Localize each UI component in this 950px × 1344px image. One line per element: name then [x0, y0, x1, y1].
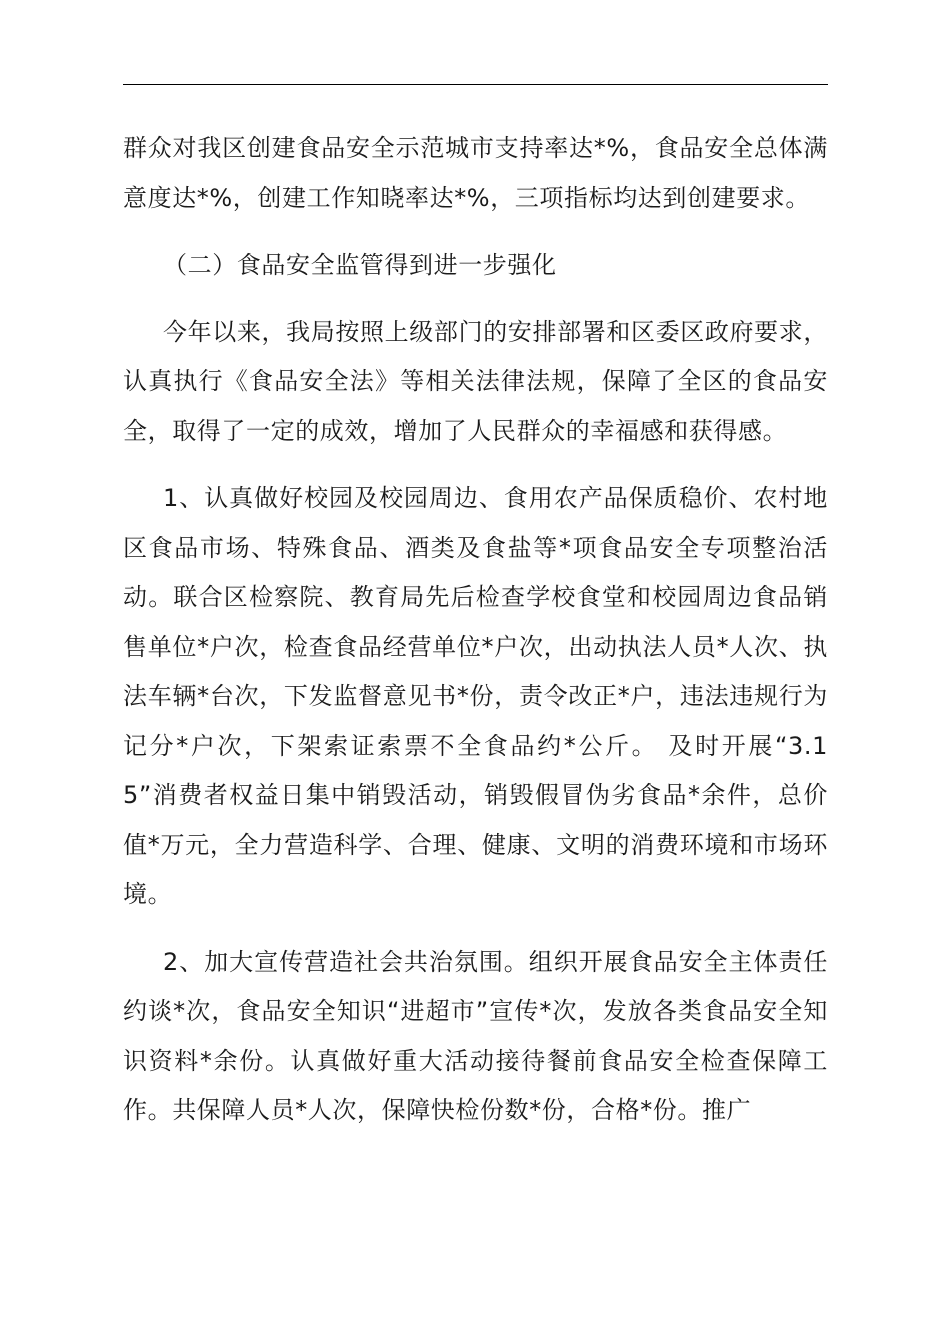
paragraph-item-1: 1、认真做好校园及校园周边、食用农产品保质稳价、农村地区食品市场、特殊食品、酒类及食盐等*项食品安全专项整治活动。联合区检察院、教育局先后检查学校食堂和校园周边食品销售单位*户次，检查食品经营单位*户次，出动执法人员*人次、执法车辆*台次，下发监督意见书*份，责令改正*户，违法违规行为记分*户次，下架索证索票不全食品约*公斤。 及时开展“3.15”消费者权益日集中销毁活动，销毁假冒伪劣食品*余件，总价值*万元，全力营造科学、合理、健康、文明的消费环境和市场环境。 — [123, 484, 828, 908]
paragraph-item-2: 2、加大宣传营造社会共治氛围。组织开展食品安全主体责任约谈*次，食品安全知识“进超市”宣传*次，发放各类食品安全知识资料*余份。认真做好重大活动接待餐前食品安全检查保障工作。共保障人员*人次，保障快检份数*份，合格*份。推广 — [123, 947, 828, 1124]
header-rule — [123, 84, 828, 85]
document-body — [123, 124, 828, 1136]
paragraph-intro: 今年以来，我局按照上级部门的安排部署和区委区政府要求，认真执行《食品安全法》等相关法律法规，保障了全区的食品安全，取得了一定的成效，增加了人民群众的幸福感和获得感。 — [123, 317, 828, 445]
paragraph-continued: 群众对我区创建食品安全示范城市支持率达*%，食品安全总体满意度达*%，创建工作知晓率达*%，三项指标均达到创建要求。 — [123, 134, 828, 212]
section-heading: （二）食品安全监管得到进一步强化 — [163, 251, 557, 279]
